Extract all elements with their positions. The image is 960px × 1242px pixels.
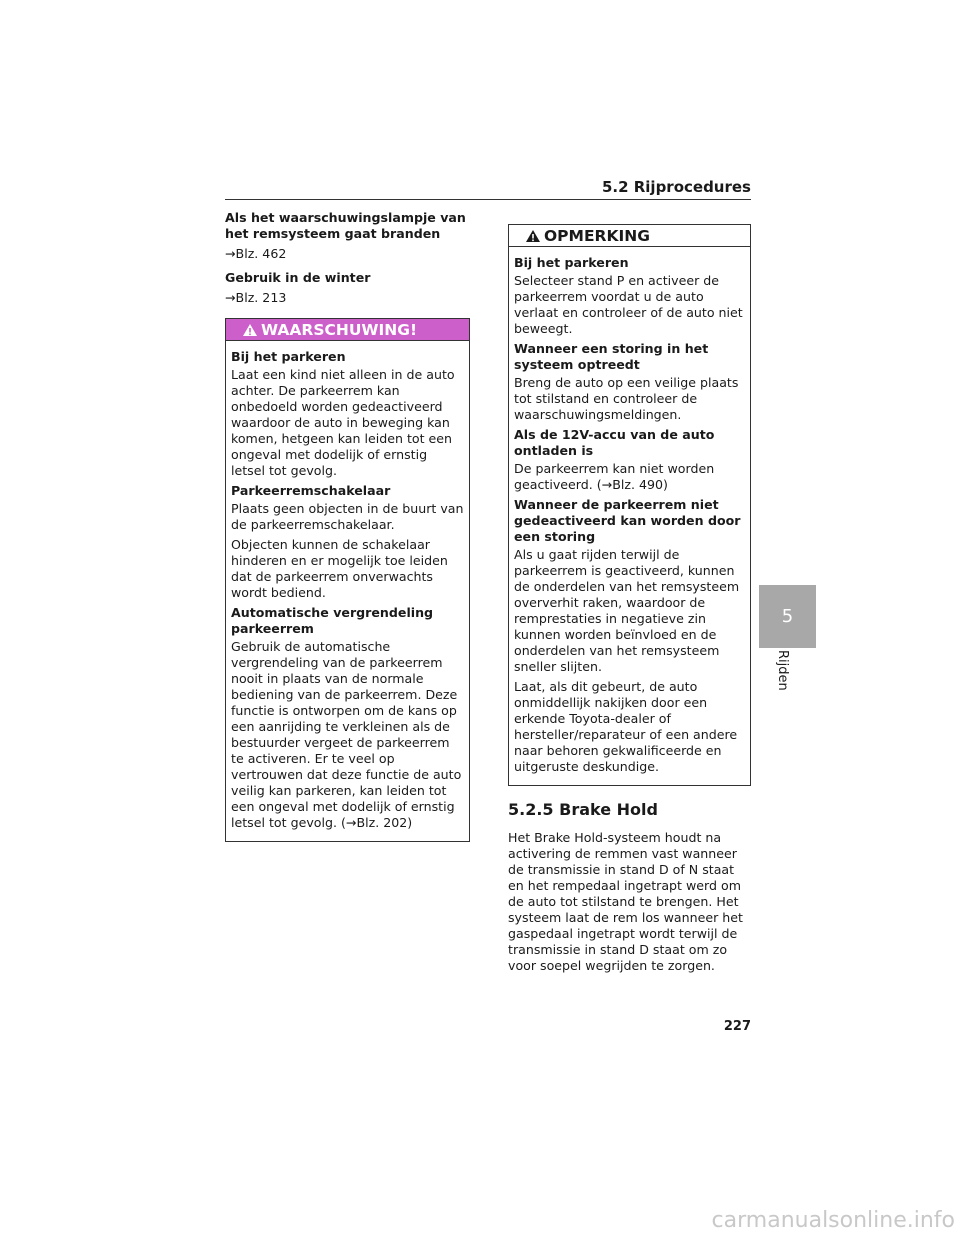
- topic-heading: Als het waarschuwingslampje van het remsysteem gaat branden: [225, 210, 466, 241]
- notice-box: [508, 224, 751, 786]
- notice-title: OPMERKING: [544, 226, 650, 245]
- warning-title: WAARSCHUWING!: [261, 320, 418, 339]
- header-divider: [225, 199, 751, 200]
- topic-heading: Gebruik in de winter: [225, 270, 371, 285]
- chapter-side-label: Rijden: [775, 650, 790, 691]
- warning-triangle-icon: [242, 323, 258, 337]
- notice-section-heading: Wanneer een storing in het systeem optreedt: [514, 341, 709, 372]
- warning-box: [225, 318, 470, 842]
- watermark-logo: carmanualsonline.info: [711, 1208, 955, 1233]
- notice-box-header: [509, 225, 750, 247]
- warning-section-heading: Bij het parkeren: [231, 349, 346, 364]
- notice-paragraph: Selecteer stand P en activeer de parkeerrem voordat u de auto verlaat en controleer of de auto niet beweegt.: [514, 273, 743, 336]
- page-reference: →Blz. 462: [225, 246, 287, 261]
- notice-section-heading: Als de 12V-accu van de auto ontladen is: [514, 427, 715, 458]
- chapter-side-tab[interactable]: [759, 585, 816, 648]
- right-column: [508, 224, 751, 980]
- notice-paragraph: De parkeerrem kan niet worden geactiveerd. (→Blz. 490): [514, 461, 715, 492]
- warning-paragraph: Gebruik de automatische vergrendeling van de parkeerrem nooit in plaats van de normale bediening van de parkeerrem. Deze functie is ontworpen om de kans op een aanrijding te verkleinen als de bestuurder vergeet de parkeerrem te activeren. Er te veel op vertrouwen dat deze functie de auto veilig kan parkeren, kan leiden tot een ongeval met dodelijk of ernstig letsel tot gevolg. (→Blz. 202): [231, 639, 462, 830]
- page-number: 227: [723, 1019, 751, 1034]
- warning-paragraph: Plaats geen objecten in de buurt van de parkeerremschakelaar.: [231, 501, 464, 532]
- warning-box-body: [226, 341, 469, 841]
- chapter-tab-number: 5: [781, 606, 794, 627]
- page-reference: →Blz. 213: [225, 290, 287, 305]
- notice-triangle-icon: [525, 229, 541, 243]
- notice-section-heading: Wanneer de parkeerrem niet gedeactiveerd kan worden door een storing: [514, 497, 741, 544]
- warning-section-heading: Parkeerremschakelaar: [231, 483, 391, 498]
- section-body: Het Brake Hold-systeem houdt na activering de remmen vast wanneer de transmissie in stand D of N staat en het rempedaal ingetrapt werd om de auto tot stilstand te brengen. Het systeem laat de rem los wanneer het gaspedaal ingetrapt wordt terwijl de transmissie in stand D staat om zo voor soepel wegrijden te zorgen.: [508, 830, 743, 973]
- section-title: 5.2.5 Brake Hold: [508, 800, 658, 819]
- chapter-header-title: 5.2 Rijprocedures: [601, 178, 751, 196]
- notice-section-heading: Bij het parkeren: [514, 255, 629, 270]
- warning-paragraph: Objecten kunnen de schakelaar hinderen en er mogelijk toe leiden dat de parkeerrem onverwachts wordt bediend.: [231, 537, 448, 600]
- warning-section-heading: Automatische vergrendeling parkeerrem: [231, 605, 434, 636]
- notice-box-body: [509, 247, 750, 785]
- warning-paragraph: Laat een kind niet alleen in de auto achter. De parkeerrem kan onbedoeld worden gedeactiveerd waardoor de auto in beweging kan komen, hetgeen kan leiden tot een ongeval met dodelijk of ernstig letsel tot gevolg.: [231, 367, 455, 478]
- notice-paragraph: Als u gaat rijden terwijl de parkeerrem is geactiveerd, kunnen de onderdelen van het remsysteem oververhit raken, waardoor de remprestaties in negatieve zin kunnen worden beïnvloed en de onderdelen van het remsysteem sneller slijten.: [514, 547, 740, 674]
- notice-paragraph: Breng de auto op een veilige plaats tot stilstand en controleer de waarschuwingsmeldingen.: [514, 375, 739, 422]
- notice-paragraph: Laat, als dit gebeurt, de auto onmiddellijk nakijken door een erkende Toyota-dealer of hersteller/reparateur of een andere naar behoren gekwalificeerde en uitgeruste deskundige.: [514, 679, 738, 774]
- left-column: [225, 210, 470, 842]
- warning-box-header: [226, 319, 469, 341]
